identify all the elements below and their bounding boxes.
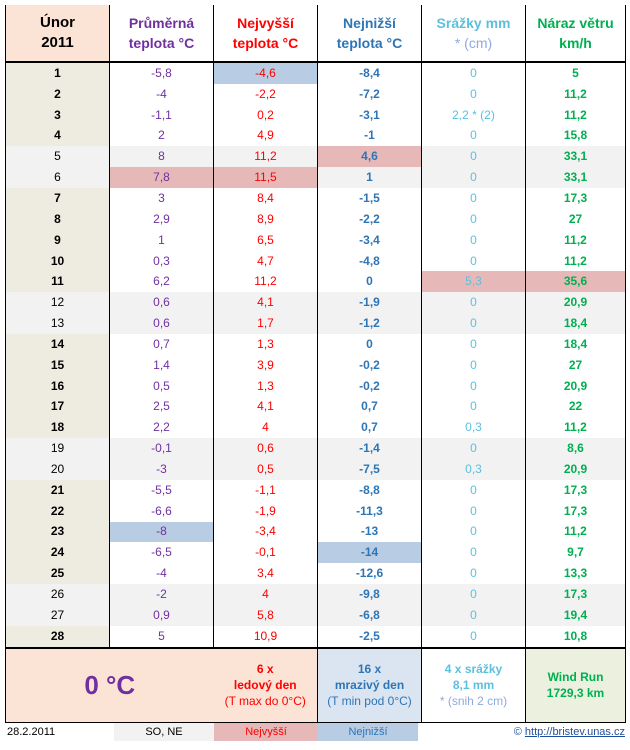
table-row	[6, 105, 626, 126]
min-temp-cell: -13	[318, 522, 422, 543]
max-temp-cell: -0,1	[214, 542, 318, 563]
avg-temp-cell: 3	[110, 188, 214, 209]
table-row	[6, 271, 626, 292]
min-temp-cell: -7,2	[318, 84, 422, 105]
footer-date: 28.2.2011	[7, 726, 56, 738]
table-row	[6, 626, 626, 648]
day-cell: 6	[6, 167, 110, 188]
rain-cell: 0,3	[422, 459, 526, 480]
rain-cell: 2,2 * (2)	[422, 105, 526, 126]
min-temp-cell: -1,9	[318, 292, 422, 313]
rain-cell: 0	[422, 188, 526, 209]
min-temp-cell: -2,2	[318, 209, 422, 230]
wind-cell: 13,3	[526, 563, 626, 584]
avg-temp-cell: -2	[110, 584, 214, 605]
max-temp-cell: 4,9	[214, 126, 318, 147]
wind-cell: 18,4	[526, 313, 626, 334]
min-temp-cell: -1,2	[318, 313, 422, 334]
avg-temp-cell: 2	[110, 126, 214, 147]
day-cell: 24	[6, 542, 110, 563]
max-temp-cell: 4,7	[214, 251, 318, 272]
max-temp-cell: 0,6	[214, 438, 318, 459]
table-row	[6, 542, 626, 563]
avg-temp-cell: 5	[110, 626, 214, 648]
min-temp-cell: -3,1	[318, 105, 422, 126]
min-temp-cell: -0,2	[318, 376, 422, 397]
wind-cell: 20,9	[526, 292, 626, 313]
min-temp-cell: -1,5	[318, 188, 422, 209]
legend-max: Nejvyšší	[214, 723, 318, 741]
max-temp-cell: 6,5	[214, 230, 318, 251]
day-cell: 5	[6, 146, 110, 167]
table-row	[6, 313, 626, 334]
summary-min: 16 x mrazivý den (T min pod 0°C)	[318, 648, 422, 723]
table-row	[6, 584, 626, 605]
table-row	[6, 522, 626, 543]
rain-cell: 0	[422, 605, 526, 626]
footer-legend	[5, 723, 625, 741]
header-month: Únor 2011	[6, 5, 110, 62]
rain-cell: 0	[422, 126, 526, 147]
day-cell: 28	[6, 626, 110, 648]
avg-temp-cell: -8	[110, 522, 214, 543]
max-temp-cell: 10,9	[214, 626, 318, 648]
avg-temp-cell: 0,7	[110, 334, 214, 355]
legend-weekend: SO, NE	[114, 723, 214, 741]
avg-temp-cell: 8	[110, 146, 214, 167]
rain-cell: 0	[422, 355, 526, 376]
wind-cell: 33,1	[526, 167, 626, 188]
rain-cell: 0	[422, 84, 526, 105]
max-temp-cell: 4	[214, 417, 318, 438]
table-body	[6, 62, 626, 648]
rain-cell: 0	[422, 522, 526, 543]
wind-cell: 17,3	[526, 480, 626, 501]
rain-cell: 0	[422, 251, 526, 272]
rain-cell: 0	[422, 146, 526, 167]
day-cell: 16	[6, 376, 110, 397]
table-row	[6, 230, 626, 251]
max-temp-cell: -4,6	[214, 62, 318, 84]
table-row	[6, 292, 626, 313]
day-cell: 11	[6, 271, 110, 292]
summary-wind: Wind Run 1729,3 km	[526, 648, 626, 723]
day-cell: 1	[6, 62, 110, 84]
rain-cell: 0	[422, 584, 526, 605]
rain-cell: 0	[422, 167, 526, 188]
avg-temp-cell: 0,6	[110, 313, 214, 334]
day-cell: 23	[6, 522, 110, 543]
header-avg-temp: Průměrná teplota °C	[110, 5, 214, 62]
wind-cell: 11,2	[526, 522, 626, 543]
day-cell: 13	[6, 313, 110, 334]
wind-cell: 11,2	[526, 230, 626, 251]
table-row	[6, 355, 626, 376]
avg-temp-cell: -0,1	[110, 438, 214, 459]
table-row	[6, 605, 626, 626]
min-temp-cell: 0	[318, 334, 422, 355]
rain-cell: 0	[422, 542, 526, 563]
max-temp-cell: -1,9	[214, 501, 318, 522]
min-temp-cell: -8,4	[318, 62, 422, 84]
min-temp-cell: -3,4	[318, 230, 422, 251]
table-row	[6, 188, 626, 209]
table-row	[6, 251, 626, 272]
wind-cell: 17,3	[526, 188, 626, 209]
table-row	[6, 501, 626, 522]
wind-cell: 15,8	[526, 126, 626, 147]
rain-cell: 0	[422, 376, 526, 397]
wind-cell: 33,1	[526, 146, 626, 167]
rain-cell: 0	[422, 292, 526, 313]
avg-temp-cell: -4	[110, 563, 214, 584]
max-temp-cell: 8,4	[214, 188, 318, 209]
avg-temp-cell: 2,2	[110, 417, 214, 438]
day-cell: 3	[6, 105, 110, 126]
wind-cell: 27	[526, 209, 626, 230]
max-temp-cell: 1,3	[214, 334, 318, 355]
rain-cell: 0,3	[422, 417, 526, 438]
avg-temp-cell: 1,4	[110, 355, 214, 376]
avg-temp-cell: 2,5	[110, 397, 214, 418]
wind-cell: 18,4	[526, 334, 626, 355]
rain-cell: 0	[422, 480, 526, 501]
table-row	[6, 376, 626, 397]
max-temp-cell: 4,1	[214, 292, 318, 313]
rain-cell: 0	[422, 209, 526, 230]
wind-cell: 9,7	[526, 542, 626, 563]
max-temp-cell: 3,9	[214, 355, 318, 376]
max-temp-cell: -2,2	[214, 84, 318, 105]
max-temp-cell: -1,1	[214, 480, 318, 501]
avg-temp-cell: 6,2	[110, 271, 214, 292]
rain-cell: 0	[422, 438, 526, 459]
table-row	[6, 563, 626, 584]
max-temp-cell: 0,2	[214, 105, 318, 126]
table-row	[6, 397, 626, 418]
wind-cell: 11,2	[526, 417, 626, 438]
wind-cell: 11,2	[526, 105, 626, 126]
day-cell: 18	[6, 417, 110, 438]
wind-cell: 20,9	[526, 459, 626, 480]
max-temp-cell: 4	[214, 584, 318, 605]
copyright-symbol: ©	[513, 726, 522, 738]
avg-temp-cell: 0,5	[110, 376, 214, 397]
header-rain: Srážky mm * (cm)	[422, 5, 526, 62]
rain-cell: 0	[422, 313, 526, 334]
max-temp-cell: 11,5	[214, 167, 318, 188]
footer-copyright	[465, 723, 625, 741]
rain-cell: 0	[422, 230, 526, 251]
summary-rain: 4 x srážky 8,1 mm * (snih 2 cm)	[422, 648, 526, 723]
avg-temp-cell: 0,3	[110, 251, 214, 272]
max-temp-cell: 1,3	[214, 376, 318, 397]
max-temp-cell: 1,7	[214, 313, 318, 334]
day-cell: 9	[6, 230, 110, 251]
summary-row	[6, 648, 626, 723]
day-cell: 17	[6, 397, 110, 418]
table-row	[6, 84, 626, 105]
rain-cell: 0	[422, 334, 526, 355]
table-row	[6, 334, 626, 355]
avg-temp-cell: -3	[110, 459, 214, 480]
min-temp-cell: 0	[318, 271, 422, 292]
avg-temp-cell: 0,6	[110, 292, 214, 313]
table-row	[6, 62, 626, 84]
avg-temp-cell: -5,5	[110, 480, 214, 501]
day-cell: 27	[6, 605, 110, 626]
wind-cell: 10,8	[526, 626, 626, 648]
wind-cell: 20,9	[526, 376, 626, 397]
rain-cell: 0	[422, 501, 526, 522]
max-temp-cell: 3,4	[214, 563, 318, 584]
avg-temp-cell: -5,8	[110, 62, 214, 84]
avg-temp-cell: 1	[110, 230, 214, 251]
day-cell: 4	[6, 126, 110, 147]
min-temp-cell: -7,5	[318, 459, 422, 480]
day-cell: 8	[6, 209, 110, 230]
wind-cell: 35,6	[526, 271, 626, 292]
wind-cell: 5	[526, 62, 626, 84]
wind-cell: 11,2	[526, 251, 626, 272]
day-cell: 21	[6, 480, 110, 501]
rain-cell: 5,3	[422, 271, 526, 292]
rain-cell: 0	[422, 626, 526, 648]
wind-cell: 19,4	[526, 605, 626, 626]
min-temp-cell: -2,5	[318, 626, 422, 648]
min-temp-cell: -8,8	[318, 480, 422, 501]
min-temp-cell: 0,7	[318, 397, 422, 418]
rain-cell: 0	[422, 397, 526, 418]
avg-temp-cell: 7,8	[110, 167, 214, 188]
min-temp-cell: 1	[318, 167, 422, 188]
wind-cell: 8,6	[526, 438, 626, 459]
day-cell: 14	[6, 334, 110, 355]
table-row	[6, 167, 626, 188]
max-temp-cell: -3,4	[214, 522, 318, 543]
max-temp-cell: 5,8	[214, 605, 318, 626]
day-cell: 20	[6, 459, 110, 480]
wind-cell: 11,2	[526, 84, 626, 105]
weather-sheet	[5, 5, 625, 723]
table-row	[6, 438, 626, 459]
day-cell: 25	[6, 563, 110, 584]
max-temp-cell: 8,9	[214, 209, 318, 230]
max-temp-cell: 0,5	[214, 459, 318, 480]
min-temp-cell: -9,8	[318, 584, 422, 605]
avg-temp-cell: -6,5	[110, 542, 214, 563]
avg-temp-cell: 2,9	[110, 209, 214, 230]
wind-cell: 27	[526, 355, 626, 376]
min-temp-cell: 4,6	[318, 146, 422, 167]
min-temp-cell: -1,4	[318, 438, 422, 459]
min-temp-cell: -1	[318, 126, 422, 147]
avg-temp-cell: -6,6	[110, 501, 214, 522]
day-cell: 19	[6, 438, 110, 459]
min-temp-cell: -4,8	[318, 251, 422, 272]
day-cell: 10	[6, 251, 110, 272]
table-row	[6, 126, 626, 147]
min-temp-cell: -14	[318, 542, 422, 563]
header-wind: Náraz větru km/h	[526, 5, 626, 62]
header-min-temp: Nejnižší teplota °C	[318, 5, 422, 62]
day-cell: 2	[6, 84, 110, 105]
site-link[interactable]: http://bristev.unas.cz	[524, 726, 625, 738]
table-row	[6, 146, 626, 167]
legend-min: Nejnižší	[318, 723, 418, 741]
table-row	[6, 459, 626, 480]
avg-temp-cell: 0,9	[110, 605, 214, 626]
min-temp-cell: -11,3	[318, 501, 422, 522]
summary-max: 6 x ledový den (T max do 0°C)	[214, 648, 318, 723]
max-temp-cell: 11,2	[214, 146, 318, 167]
wind-cell: 22	[526, 397, 626, 418]
rain-cell: 0	[422, 563, 526, 584]
day-cell: 22	[6, 501, 110, 522]
min-temp-cell: 0,7	[318, 417, 422, 438]
day-cell: 7	[6, 188, 110, 209]
day-cell: 12	[6, 292, 110, 313]
header-max-temp: Nejvyšší teplota °C	[214, 5, 318, 62]
max-temp-cell: 4,1	[214, 397, 318, 418]
min-temp-cell: -6,8	[318, 605, 422, 626]
wind-cell: 17,3	[526, 584, 626, 605]
avg-temp-cell: -4	[110, 84, 214, 105]
header-row	[6, 5, 626, 62]
table-row	[6, 417, 626, 438]
table-row	[6, 209, 626, 230]
max-temp-cell: 11,2	[214, 271, 318, 292]
wind-cell: 17,3	[526, 501, 626, 522]
summary-avg: 0 °C	[6, 648, 214, 723]
rain-cell: 0	[422, 62, 526, 84]
day-cell: 15	[6, 355, 110, 376]
day-cell: 26	[6, 584, 110, 605]
table-row	[6, 480, 626, 501]
weather-table	[5, 5, 626, 723]
min-temp-cell: -12,6	[318, 563, 422, 584]
min-temp-cell: -0,2	[318, 355, 422, 376]
avg-temp-cell: -1,1	[110, 105, 214, 126]
